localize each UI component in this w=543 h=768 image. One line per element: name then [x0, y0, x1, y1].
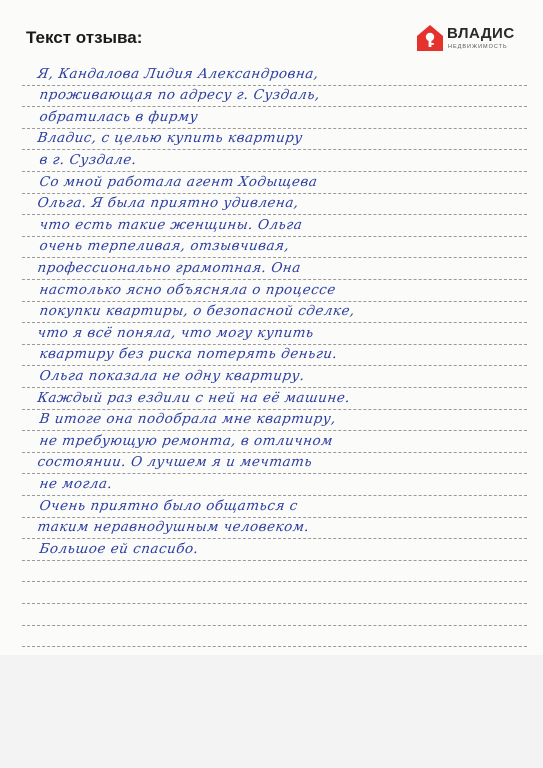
page-bottom-shade	[0, 655, 543, 768]
handwritten-line: В итоге она подобрала мне квартиру,	[38, 411, 338, 427]
ruled-line	[22, 646, 527, 647]
page-title: Текст отзыва:	[26, 28, 143, 47]
handwritten-line: что я всё поняла, что могу купить	[36, 325, 315, 341]
handwritten-line: Я, Кандалова Лидия Александровна,	[36, 66, 320, 82]
handwritten-line: Очень приятно было общаться с	[38, 498, 299, 514]
handwritten-line: состоянии. О лучшем я и мечтать	[36, 454, 314, 470]
handwritten-line: Каждый раз ездили с ней на её машине.	[36, 390, 352, 406]
handwritten-review	[22, 60, 527, 670]
ruled-line	[22, 625, 527, 626]
house-key-icon	[416, 24, 444, 52]
handwritten-line: очень терпеливая, отзывчивая,	[38, 238, 291, 254]
handwritten-line: что есть такие женщины. Ольга	[38, 217, 304, 233]
handwritten-line: настолько ясно объясняла о процессе	[38, 282, 337, 298]
handwritten-line: Со мной работала агент Ходыщева	[38, 174, 319, 190]
handwritten-line: таким неравнодушным человеком.	[36, 519, 311, 535]
ruled-line	[22, 603, 527, 604]
handwritten-line: Владис, с целью купить квартиру	[36, 130, 304, 146]
handwritten-line: Ольга показала не одну квартиру.	[38, 368, 306, 384]
handwritten-line: не могла.	[38, 476, 114, 492]
logo-name: ВЛАДИС	[447, 25, 515, 42]
handwritten-line: покупки квартиры, о безопасной сделке,	[38, 303, 356, 319]
handwritten-line: профессионально грамотная. Она	[36, 260, 302, 276]
company-logo	[416, 24, 534, 54]
handwritten-line: Ольга. Я была приятно удивлена,	[36, 195, 300, 211]
handwritten-line: квартиру без риска потерять деньги.	[38, 346, 339, 362]
handwritten-line: не требующую ремонта, в отличном	[38, 433, 335, 449]
handwritten-line: проживающая по адресу г. Суздаль,	[38, 87, 322, 103]
handwritten-line: Большое ей спасибо.	[38, 541, 200, 557]
logo-subtitle: НЕДВИЖИМОСТЬ	[448, 44, 508, 50]
handwritten-line: обратилась в фирму	[38, 109, 200, 125]
ruled-line	[22, 581, 527, 582]
handwritten-line: в г. Суздале.	[38, 152, 138, 168]
ruled-line	[22, 560, 527, 561]
